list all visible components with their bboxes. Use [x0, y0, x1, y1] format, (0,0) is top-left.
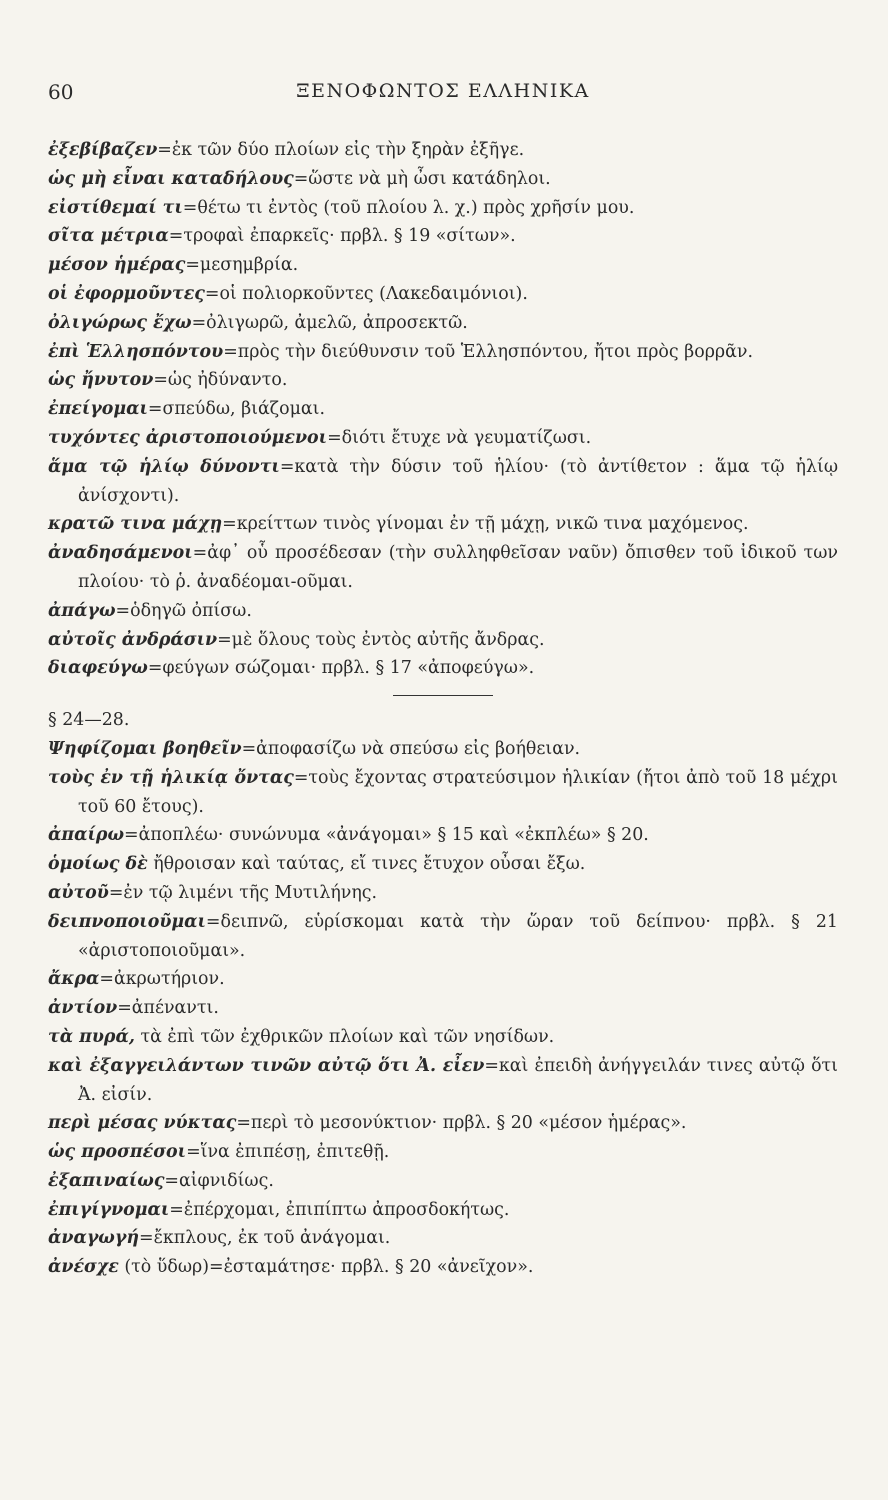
- entry-definition: =ὀλιγωρῶ, ἀμελῶ, ἀπροσεκτῶ.: [191, 312, 468, 333]
- glossary-entry: [48, 395, 838, 424]
- glossary-entry: [48, 1167, 838, 1196]
- entry-definition: =περὶ τὸ μεσονύκτιον· πρβλ. § 20 «μέσον ἡμέρας».: [236, 1113, 687, 1134]
- entry-definition: =κρείττων τινὸς γίνομαι ἐν τῇ μάχῃ, νικῶ τινα μαχόμενος.: [222, 514, 749, 535]
- entry-term: κρατῶ τινα μάχῃ: [48, 514, 223, 535]
- entry-term: ἀπαίρω: [48, 825, 125, 846]
- glossary-entry: [48, 539, 838, 597]
- glossary-entry: [48, 1196, 838, 1225]
- entry-term: ἀντίον: [48, 998, 118, 1019]
- entry-term: ἀναδησάμενοι: [48, 543, 193, 564]
- entry-definition: =δειπνῶ, εὑρίσκομαι κατὰ τὴν ὥραν τοῦ δείπνου· πρβλ. § 21 «ἀριστοποιοῦμαι».: [78, 911, 838, 961]
- entry-term: ἄκρα: [48, 969, 100, 990]
- entry-definition: (τὸ ὕδωρ)=ἐσταμάτησε· πρβλ. § 20 «ἀνεῖχον».: [118, 1257, 534, 1278]
- glossary-entry: [48, 764, 838, 822]
- entry-term: ὡς μὴ εἶναι καταδήλους: [48, 168, 294, 189]
- entry-term: ἐπὶ Ἑλλησπόντου: [48, 341, 224, 362]
- entry-definition: =καὶ ἐπειδὴ ἀνήγγειλάν τινες αὐτῷ ὅτι Ἀ. εἰσίν.: [78, 1055, 838, 1105]
- glossary-entry: [48, 654, 838, 683]
- glossary-entry: [48, 194, 838, 223]
- entry-term: ἐξαπιναίως: [48, 1170, 165, 1191]
- entry-definition: =ἀποπλέω· συνώνυμα «ἀνάγομαι» § 15 καὶ «ἐκπλέω» § 20.: [124, 825, 649, 846]
- glossary-entry: [48, 597, 838, 626]
- glossary-part-2: [48, 735, 838, 1282]
- glossary-entry: [48, 965, 838, 994]
- entry-definition: =φεύγων σώζομαι· πρβλ. § 17 «ἀποφεύγω».: [147, 658, 535, 679]
- glossary-entry: [48, 338, 838, 367]
- entry-term: περὶ μέσας νύκτας: [48, 1113, 237, 1134]
- entry-term: Ψηφίζομαι βοηθεῖν: [48, 738, 242, 759]
- glossary-entry: [48, 994, 838, 1023]
- glossary-entry: [48, 1253, 838, 1282]
- entry-definition: =σπεύδω, βιάζομαι.: [147, 399, 325, 420]
- entry-definition: =ἵνα ἐπιπέσῃ, ἐπιτεθῇ.: [186, 1142, 390, 1163]
- glossary-entry: [48, 309, 838, 338]
- entry-term: τυχόντες ἀριστοποιούμενοι: [48, 427, 328, 448]
- glossary-entry: [48, 626, 838, 655]
- section-divider: [393, 695, 493, 696]
- entry-term: τὰ πυρά,: [48, 1026, 135, 1047]
- entry-definition: =θέτω τι ἐντὸς (τοῦ πλοίου λ. χ.) πρὸς χρῆσίν μου.: [182, 197, 635, 218]
- glossary-entry: [48, 879, 838, 908]
- entry-definition: =ὡς ἠδύναντο.: [153, 370, 288, 391]
- page: [48, 80, 838, 1282]
- entry-definition: ἤθροισαν καὶ ταύτας, εἴ τινες ἔτυχον οὖσαι ἔξω.: [147, 854, 586, 875]
- entry-definition: =πρὸς τὴν διεύθυνσιν τοῦ Ἑλλησπόντου, ἤτοι πρὸς βορρᾶν.: [223, 341, 753, 362]
- entry-term: μέσον ἡμέρας: [48, 255, 186, 276]
- glossary-entry: [48, 366, 838, 395]
- entry-term: διαφεύγω: [48, 658, 148, 679]
- entry-definition: τὰ ἐπὶ τῶν ἐχθρικῶν πλοίων καὶ τῶν νησίδων.: [134, 1026, 555, 1047]
- entry-definition: =ἐκ τῶν δύο πλοίων εἰς τὴν ξηρὰν ἐξῆγε.: [157, 140, 525, 160]
- entry-definition: =τροφαὶ ἐπαρκεῖς· πρβλ. § 19 «σίτων».: [168, 226, 516, 247]
- entry-definition: =ἔκπλους, ἐκ τοῦ ἀνάγομαι.: [139, 1228, 391, 1249]
- entry-term: σῖτα μέτρια: [48, 226, 169, 247]
- entry-definition: =αἰφνιδίως.: [164, 1170, 274, 1191]
- entry-definition: =ἀφ᾽ οὗ προσέδεσαν (τὴν συλληφθεῖσαν ναῦν) ὄπισθεν τοῦ ἰδικοῦ των πλοίου· τὸ ῥ. ἀναδέομαι-οῦμαι.: [78, 543, 838, 592]
- glossary-entry: [48, 1109, 838, 1138]
- glossary-entry: [48, 280, 838, 309]
- entry-definition: =οἱ πολιορκοῦντες (Λακεδαιμόνιοι).: [204, 283, 528, 304]
- entry-term: τοὺς ἐν τῇ ἡλικίᾳ ὄντας: [48, 767, 294, 788]
- entry-term: ἐξεβίβαζεν: [48, 140, 158, 160]
- entry-term: εἰστίθεμαί τι: [48, 197, 183, 218]
- glossary-entry: [48, 1052, 838, 1110]
- glossary-entry: [48, 165, 838, 194]
- entry-term: ἐπείγομαι: [48, 399, 148, 420]
- entry-definition: =ἀποφασίζω νὰ σπεύσω εἰς βοήθειαν.: [241, 738, 581, 759]
- glossary-entry: [48, 424, 838, 453]
- glossary-entry: [48, 222, 838, 251]
- entry-definition: =ὁδηγῶ ὀπίσω.: [115, 600, 252, 621]
- entry-term: οἱ ἐφορμοῦντες: [48, 283, 205, 304]
- glossary-entry: [48, 908, 838, 966]
- entry-term: ἅμα τῷ ἡλίῳ δύνοντι: [48, 456, 280, 477]
- entry-definition: =ἐν τῷ λιμένι τῆς Μυτιλήνης.: [108, 882, 378, 903]
- section-label: § 24—28.: [48, 710, 130, 731]
- entry-definition: =ἐπέρχομαι, ἐπιπίπτω ἀπροσδοκήτως.: [169, 1199, 510, 1220]
- entry-term: αὐτοῦ: [48, 882, 109, 903]
- glossary-entry: [48, 821, 838, 850]
- entry-term: ὡς ἤνυτον: [48, 370, 154, 391]
- entry-definition: =μεσημβρία.: [185, 255, 299, 276]
- glossary-entry: [48, 453, 838, 511]
- entry-term: ἀνέσχε: [48, 1257, 119, 1278]
- entry-term: ἀπάγω: [48, 600, 116, 621]
- entry-term: αὐτοῖς ἀνδράσιν: [48, 629, 218, 650]
- running-title: ΞΕΝΟΦΩΝΤΟΣ ΕΛΛΗΝΙΚΑ: [296, 80, 590, 102]
- entry-definition: =διότι ἔτυχε νὰ γευματίζωσι.: [327, 427, 592, 448]
- glossary-part-1: [48, 136, 838, 683]
- entry-definition: =τοὺς ἔχοντας στρατεύσιμον ἡλικίαν (ἤτοι ἀπὸ τοῦ 18 μέχρι τοῦ 60 ἔτους).: [78, 767, 838, 817]
- entry-term: ὡς προσπέσοι: [48, 1142, 187, 1163]
- entry-term: ὀλιγώρως ἔχω: [48, 312, 192, 333]
- page-header: [48, 80, 838, 114]
- entry-term: ἐπιγίγνομαι: [48, 1199, 170, 1220]
- entry-term: δειπνοποιοῦμαι: [48, 911, 206, 932]
- entry-definition: =ἀκρωτήριον.: [99, 969, 225, 990]
- glossary-entry: [48, 1224, 838, 1253]
- glossary-entry: [48, 735, 838, 764]
- entry-term: ὁμοίως δὲ: [48, 854, 148, 875]
- glossary-entry: [48, 136, 838, 165]
- glossary-entry: [48, 850, 838, 879]
- glossary-entry: [48, 1138, 838, 1167]
- entry-definition: =μὲ ὅλους τοὺς ἐντὸς αὐτῆς ἄνδρας.: [217, 629, 545, 650]
- page-number: 60: [48, 80, 74, 104]
- entry-term: καὶ ἐξαγγειλάντων τινῶν αὐτῷ ὅτι Ἀ. εἶεν: [48, 1055, 485, 1076]
- glossary-entry: [48, 1023, 838, 1052]
- entry-definition: =κατὰ τὴν δύσιν τοῦ ἡλίου· (τὸ ἀντίθετον : ἅμα τῷ ἡλίῳ ἀνίσχοντι).: [78, 456, 838, 506]
- entry-definition: =ἀπέναντι.: [117, 998, 219, 1019]
- entry-definition: =ὥστε νὰ μὴ ὦσι κατάδηλοι.: [293, 168, 551, 189]
- glossary-entry: [48, 510, 838, 539]
- glossary-entry: [48, 251, 838, 280]
- entry-term: ἀναγωγή: [48, 1228, 139, 1249]
